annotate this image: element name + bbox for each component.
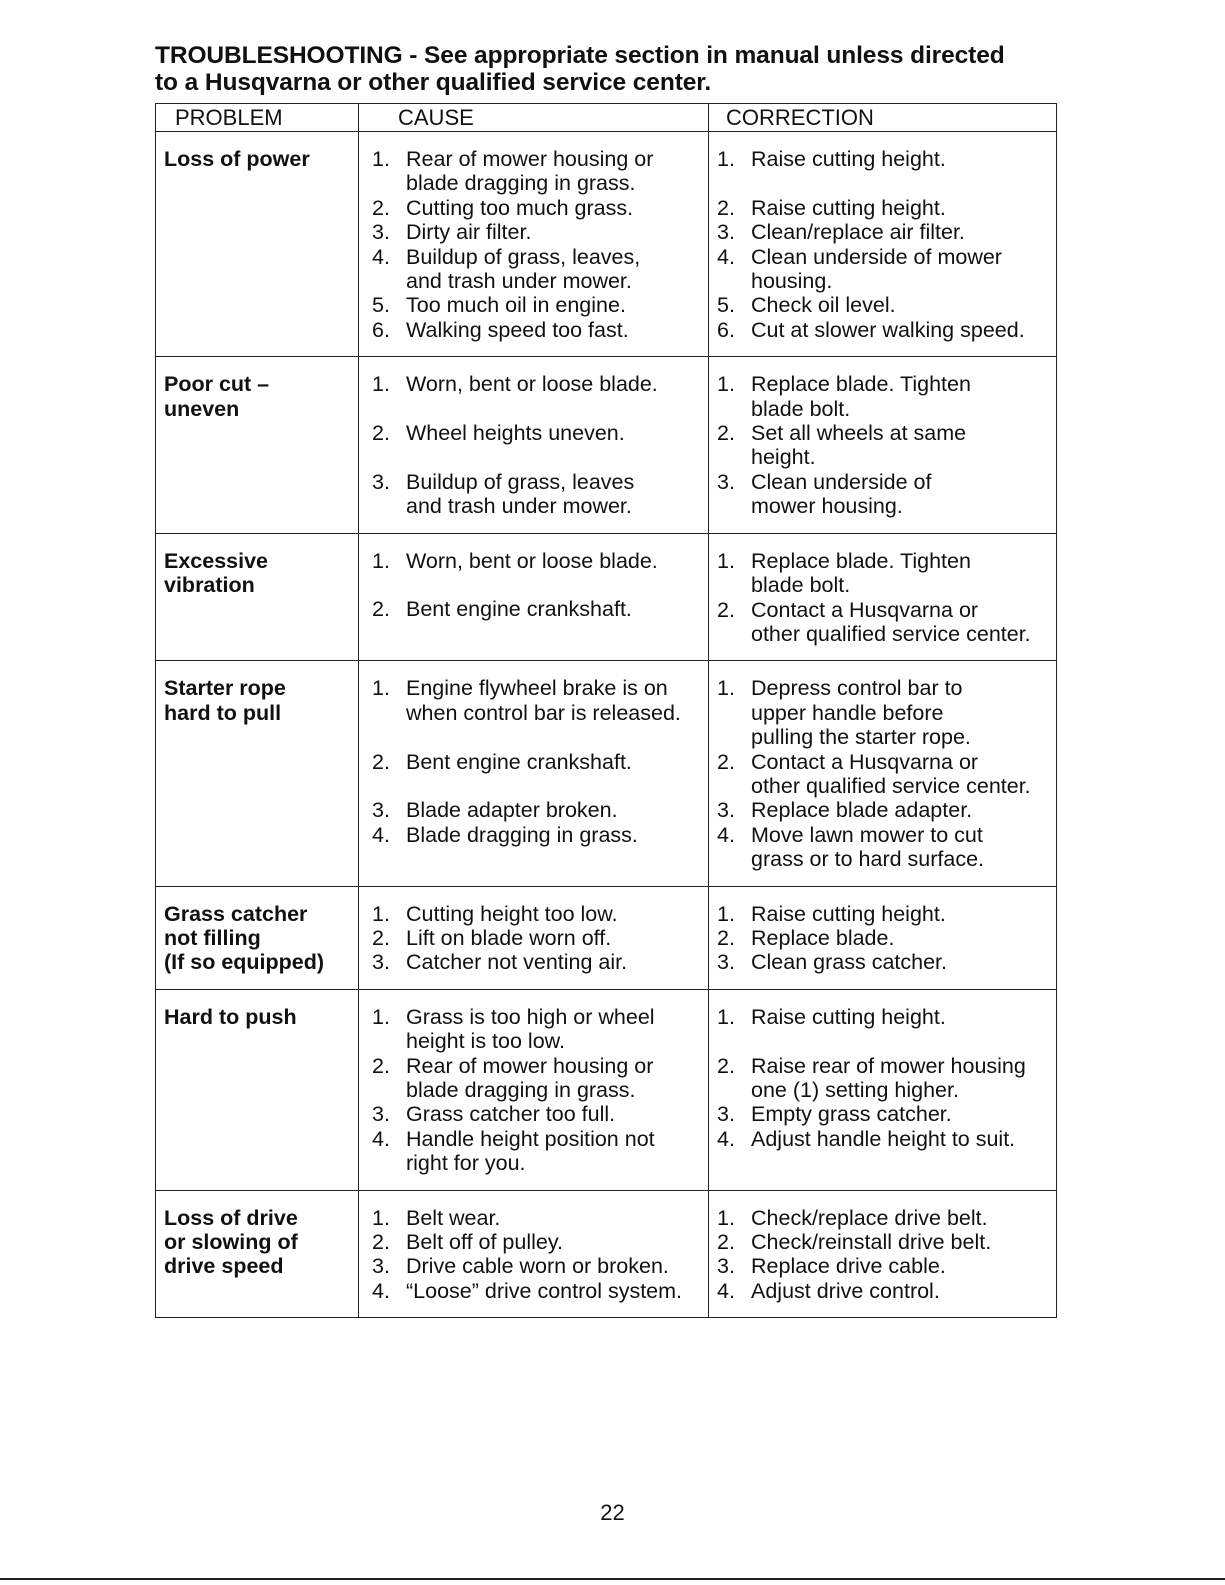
correction-cell [709, 989, 1057, 1190]
cause-item-number: 1. [372, 1205, 390, 1230]
cause-item-line: “Loose” drive control system. [406, 1278, 683, 1303]
cause-item-number: 3. [372, 1102, 390, 1127]
cause-item-line: Wheel heights uneven. [406, 421, 625, 446]
cause-item [372, 1054, 708, 1103]
cause-item [372, 1005, 708, 1054]
problem-label-line: drive speed [164, 1254, 284, 1279]
correction-item-line: height. [751, 445, 816, 470]
correction-item-line: Move lawn mower to cut [751, 822, 983, 847]
cause-item [372, 823, 708, 847]
problem-cell [156, 533, 359, 661]
correction-item-line: Adjust handle height to suit. [751, 1126, 1016, 1151]
correction-item-number: 3. [717, 1254, 735, 1279]
cause-item-text [406, 147, 708, 196]
correction-item-text [751, 318, 1056, 342]
cause-item-number: 2. [372, 749, 390, 774]
cause-item-number: 3. [372, 220, 390, 245]
correction-item-text [751, 1206, 1056, 1230]
cause-item-text [406, 1127, 708, 1176]
correction-item-line: Clean/replace air filter. [751, 220, 965, 245]
cause-item-line: Grass is too high or wheel [406, 1004, 655, 1029]
correction-item-number: 2. [717, 597, 735, 622]
cause-item-line: Blade dragging in grass. [406, 822, 638, 847]
cause-item-number: 3. [372, 1254, 390, 1279]
cause-item-line: Bent engine crankshaft. [406, 597, 632, 622]
correction-item [717, 318, 1056, 342]
correction-item-number: 3. [717, 950, 735, 975]
problem-label-line: or slowing of [164, 1230, 298, 1255]
cause-item-line: Engine flywheel brake is on [406, 676, 668, 701]
correction-item-line: blade bolt. [751, 396, 851, 421]
cause-item-line: and trash under mower. [406, 494, 632, 519]
correction-item [717, 598, 1056, 647]
cause-item [372, 220, 708, 244]
correction-item-number: 1. [717, 1205, 735, 1230]
correction-item-line: Replace blade. [751, 925, 895, 950]
correction-item-number: 3. [717, 798, 735, 823]
correction-item-line: Clean underside of mower [751, 244, 1002, 269]
heading-line-2: to a Husqvarna or other qualified service center. [155, 69, 712, 96]
cause-item [372, 245, 708, 294]
cause-item-number: 2. [372, 421, 390, 446]
cause-item-text [406, 597, 708, 621]
cause-item-text [406, 1279, 708, 1303]
column-header-problem: PROBLEM [156, 104, 359, 132]
problem-label-line: vibration [164, 573, 255, 598]
correction-item-number: 3. [717, 220, 735, 245]
cause-item-line: Blade adapter broken. [406, 798, 618, 823]
cause-item [372, 902, 708, 926]
cause-item-line: Catcher not venting air. [406, 950, 628, 975]
column-header-correction: CORRECTION [709, 104, 1057, 132]
correction-item-line: one (1) setting higher. [751, 1077, 959, 1102]
correction-item-number: 1. [717, 676, 735, 701]
cause-item-text [406, 1254, 708, 1278]
cause-item [372, 950, 708, 974]
cause-item [372, 1102, 708, 1126]
table-row [156, 533, 1057, 661]
correction-item-text [751, 1054, 1056, 1103]
cause-cell [359, 357, 709, 533]
cause-item [372, 421, 708, 445]
table-row [156, 357, 1057, 533]
correction-item-line: upper handle before [751, 700, 944, 725]
correction-item [717, 1254, 1056, 1278]
cause-item-line: Drive cable worn or broken. [406, 1254, 669, 1279]
correction-item-text [751, 598, 1056, 647]
correction-item-line: Cut at slower walking speed. [751, 317, 1025, 342]
problem-label-line: hard to pull [164, 700, 282, 725]
troubleshooting-table [155, 103, 1057, 1318]
problem-label-line: Grass catcher [164, 901, 308, 926]
cause-item-line: Belt off of pulley. [406, 1230, 563, 1255]
correction-item-line: Contact a Husqvarna or [751, 597, 979, 622]
correction-item-text [751, 470, 1056, 519]
table-row [156, 886, 1057, 989]
correction-item [717, 750, 1056, 799]
correction-item-number: 1. [717, 372, 735, 397]
correction-item-line: Clean grass catcher. [751, 950, 947, 975]
cause-item-line: blade dragging in grass. [406, 171, 636, 196]
cause-item-line: right for you. [406, 1151, 526, 1176]
cause-item-line: Worn, bent or loose blade. [406, 372, 658, 397]
cause-item-number: 3. [372, 950, 390, 975]
correction-item [717, 926, 1056, 950]
correction-item-line: Check/replace drive belt. [751, 1205, 988, 1230]
cause-item-text [406, 421, 708, 445]
cause-item-line: Belt wear. [406, 1205, 501, 1230]
cause-cell [359, 886, 709, 989]
correction-item-number: 2. [717, 749, 735, 774]
table-row [156, 661, 1057, 886]
correction-item-text [751, 196, 1056, 220]
cause-item-number: 2. [372, 1230, 390, 1255]
cause-cell [359, 132, 709, 357]
cause-item [372, 470, 708, 519]
correction-item-text [751, 823, 1056, 872]
heading-line-1: TROUBLESHOOTING - See appropriate section in manual unless directed [155, 42, 1005, 69]
correction-item-text [751, 220, 1056, 244]
cause-item-text [406, 318, 708, 342]
correction-item-line: Empty grass catcher. [751, 1102, 952, 1127]
cause-item-line: Cutting too much grass. [406, 195, 634, 220]
cause-item-number: 2. [372, 1053, 390, 1078]
cause-item-line: Worn, bent or loose blade. [406, 548, 658, 573]
problem-label-line: Hard to push [164, 1004, 297, 1029]
correction-item [717, 798, 1056, 822]
problem-cell [156, 989, 359, 1190]
correction-item-text [751, 1230, 1056, 1254]
correction-item-text [751, 1005, 1056, 1029]
cause-item [372, 750, 708, 774]
correction-item-line: Replace blade adapter. [751, 798, 973, 823]
correction-item-text [751, 926, 1056, 950]
troubleshooting-table-wrapper [155, 103, 1057, 1318]
correction-item-number: 1. [717, 1004, 735, 1029]
correction-item-line: other qualified service center. [751, 621, 1031, 646]
correction-item-text [751, 1279, 1056, 1303]
page-number: 22 [600, 1500, 625, 1525]
cause-item-line: Handle height position not [406, 1126, 655, 1151]
correction-item [717, 372, 1056, 421]
cause-item-line: Cutting height too low. [406, 901, 618, 926]
cause-item [372, 1230, 708, 1254]
cause-item-number: 1. [372, 901, 390, 926]
correction-item-number: 1. [717, 548, 735, 573]
correction-item-number: 4. [717, 244, 735, 269]
cause-item-line: when control bar is released. [406, 700, 681, 725]
table-body [156, 132, 1057, 1318]
correction-item-number: 2. [717, 925, 735, 950]
cause-item [372, 798, 708, 822]
correction-item [717, 1230, 1056, 1254]
correction-cell [709, 1190, 1057, 1318]
cause-item-text [406, 245, 708, 294]
correction-item [717, 1005, 1056, 1029]
correction-cell [709, 886, 1057, 989]
correction-item [717, 1127, 1056, 1151]
bottom-divider [0, 1578, 1225, 1580]
cause-item [372, 318, 708, 342]
problem-label-line: Excessive [164, 548, 269, 573]
cause-item-text [406, 676, 708, 725]
correction-item-text [751, 245, 1056, 294]
correction-item-line: grass or to hard surface. [751, 847, 985, 872]
cause-item [372, 676, 708, 725]
cause-item-text [406, 549, 708, 573]
cause-item-number: 5. [372, 293, 390, 318]
correction-item [717, 902, 1056, 926]
correction-item-line: Depress control bar to [751, 676, 963, 701]
problem-cell [156, 886, 359, 989]
correction-item [717, 676, 1056, 749]
correction-item-line: Clean underside of [751, 469, 932, 494]
correction-item-line: Raise cutting height. [751, 195, 946, 220]
problem-label-line: Loss of power [164, 147, 310, 171]
cause-item-line: Too much oil in engine. [406, 293, 626, 318]
cause-item [372, 597, 708, 621]
correction-item-text [751, 902, 1056, 926]
cause-item-line: Rear of mower housing or [406, 1053, 654, 1078]
table-header-row [156, 104, 1057, 132]
correction-item [717, 1102, 1056, 1126]
problem-cell [156, 1190, 359, 1318]
correction-item-text [751, 1254, 1056, 1278]
cause-item-text [406, 1005, 708, 1054]
cause-item-number: 1. [372, 1004, 390, 1029]
cause-item-text [406, 950, 708, 974]
correction-cell [709, 661, 1057, 886]
correction-item-number: 2. [717, 1053, 735, 1078]
cause-item [372, 372, 708, 396]
cause-item-line: Grass catcher too full. [406, 1102, 616, 1127]
cause-item [372, 293, 708, 317]
cause-item-text [406, 372, 708, 396]
correction-item-text [751, 1127, 1056, 1151]
correction-item-line: Check oil level. [751, 293, 896, 318]
correction-item-number: 3. [717, 1102, 735, 1127]
correction-item [717, 1279, 1056, 1303]
correction-item [717, 950, 1056, 974]
correction-item-text [751, 676, 1056, 749]
cause-item-text [406, 750, 708, 774]
correction-item-text [751, 372, 1056, 421]
correction-cell [709, 132, 1057, 357]
cause-cell [359, 661, 709, 886]
correction-item [717, 1206, 1056, 1230]
problem-cell [156, 132, 359, 357]
cause-item [372, 926, 708, 950]
cause-item [372, 1206, 708, 1230]
correction-cell [709, 533, 1057, 661]
table-row [156, 1190, 1057, 1318]
correction-item-line: Raise cutting height. [751, 1004, 946, 1029]
correction-item-text [751, 293, 1056, 317]
correction-item-line: Replace drive cable. [751, 1254, 946, 1279]
cause-item-number: 3. [372, 798, 390, 823]
cause-item-line: Walking speed too fast. [406, 317, 629, 342]
correction-item-line: Check/reinstall drive belt. [751, 1230, 992, 1255]
cause-item [372, 549, 708, 573]
problem-label-line: not filling [164, 925, 261, 950]
cause-item-text [406, 798, 708, 822]
correction-item [717, 196, 1056, 220]
correction-item-line: Raise cutting height. [751, 147, 946, 171]
cause-item-number: 2. [372, 925, 390, 950]
cause-item-number: 2. [372, 195, 390, 220]
correction-item [717, 245, 1056, 294]
correction-item-text [751, 421, 1056, 470]
problem-label-line: (If so equipped) [164, 950, 325, 975]
correction-item-line: Replace blade. Tighten [751, 548, 971, 573]
correction-item [717, 470, 1056, 519]
cause-item-text [406, 1230, 708, 1254]
correction-item [717, 147, 1056, 171]
problem-cell [156, 357, 359, 533]
correction-item-number: 3. [717, 469, 735, 494]
cause-item [372, 196, 708, 220]
correction-item-number: 5. [717, 293, 735, 318]
correction-item-number: 1. [717, 147, 735, 171]
cause-item-line: Lift on blade worn off. [406, 925, 612, 950]
cause-item-number: 1. [372, 147, 390, 171]
cause-item-line: blade dragging in grass. [406, 1078, 636, 1102]
correction-item-text [751, 798, 1056, 822]
cause-item-line: Buildup of grass, leaves [406, 469, 635, 494]
correction-item-line: other qualified service center. [751, 773, 1031, 798]
cause-cell [359, 989, 709, 1190]
correction-item-number: 4. [717, 1126, 735, 1151]
table-row [156, 989, 1057, 1190]
correction-item-line: Raise cutting height. [751, 901, 946, 926]
problem-label-line: Poor cut – [164, 372, 270, 397]
problem-label-line: Loss of drive [164, 1205, 298, 1230]
correction-item-line: mower housing. [751, 494, 903, 519]
cause-item-text [406, 220, 708, 244]
correction-item-line: Adjust drive control. [751, 1278, 940, 1303]
cause-item-line: and trash under mower. [406, 269, 632, 294]
cause-item-text [406, 1054, 708, 1103]
correction-item-text [751, 549, 1056, 598]
cause-item [372, 1279, 708, 1303]
correction-item-line: Raise rear of mower housing [751, 1053, 1026, 1078]
correction-item [717, 220, 1056, 244]
cause-item-text [406, 196, 708, 220]
cause-item-number: 4. [372, 822, 390, 847]
correction-item-number: 4. [717, 1278, 735, 1303]
correction-item-number: 2. [717, 1230, 735, 1255]
cause-item-text [406, 902, 708, 926]
cause-item-number: 4. [372, 244, 390, 269]
correction-item [717, 823, 1056, 872]
cause-item-number: 1. [372, 548, 390, 573]
correction-item-number: 2. [717, 195, 735, 220]
cause-cell [359, 1190, 709, 1318]
correction-item-line: housing. [751, 269, 833, 294]
correction-item-line: Set all wheels at same [751, 421, 967, 446]
cause-item-text [406, 1206, 708, 1230]
cause-item-number: 1. [372, 676, 390, 701]
correction-item-number: 4. [717, 822, 735, 847]
correction-item-text [751, 147, 1056, 171]
cause-item-text [406, 1102, 708, 1126]
cause-item-line: Rear of mower housing or [406, 147, 654, 171]
cause-item-text [406, 293, 708, 317]
cause-item [372, 1254, 708, 1278]
correction-item-line: Replace blade. Tighten [751, 372, 971, 397]
correction-item [717, 421, 1056, 470]
correction-item-line: Contact a Husqvarna or [751, 749, 979, 774]
cause-item-number: 2. [372, 597, 390, 622]
correction-item-text [751, 1102, 1056, 1126]
correction-item-text [751, 750, 1056, 799]
cause-item-text [406, 470, 708, 519]
correction-item [717, 549, 1056, 598]
column-header-cause: CAUSE [359, 104, 709, 132]
correction-item-number: 2. [717, 421, 735, 446]
cause-cell [359, 533, 709, 661]
table-row [156, 132, 1057, 357]
cause-item-number: 4. [372, 1278, 390, 1303]
cause-item [372, 1127, 708, 1176]
problem-label-line: uneven [164, 396, 240, 421]
correction-item-line: pulling the starter rope. [751, 725, 971, 750]
cause-item-number: 4. [372, 1126, 390, 1151]
correction-item-number: 1. [717, 901, 735, 926]
cause-item-number: 1. [372, 372, 390, 397]
cause-item [372, 147, 708, 196]
cause-item-line: Bent engine crankshaft. [406, 749, 632, 774]
cause-item-line: height is too low. [406, 1029, 565, 1054]
cause-item-text [406, 926, 708, 950]
correction-item [717, 293, 1056, 317]
cause-item-line: Dirty air filter. [406, 220, 532, 245]
correction-cell [709, 357, 1057, 533]
problem-label-line: Starter rope [164, 676, 286, 701]
correction-item-text [751, 950, 1056, 974]
problem-cell [156, 661, 359, 886]
cause-item-line: Buildup of grass, leaves, [406, 244, 641, 269]
page-heading [155, 42, 1085, 96]
cause-item-number: 3. [372, 469, 390, 494]
correction-item-number: 6. [717, 317, 735, 342]
cause-item-text [406, 823, 708, 847]
cause-item-number: 6. [372, 317, 390, 342]
correction-item-line: blade bolt. [751, 573, 851, 598]
correction-item [717, 1054, 1056, 1103]
